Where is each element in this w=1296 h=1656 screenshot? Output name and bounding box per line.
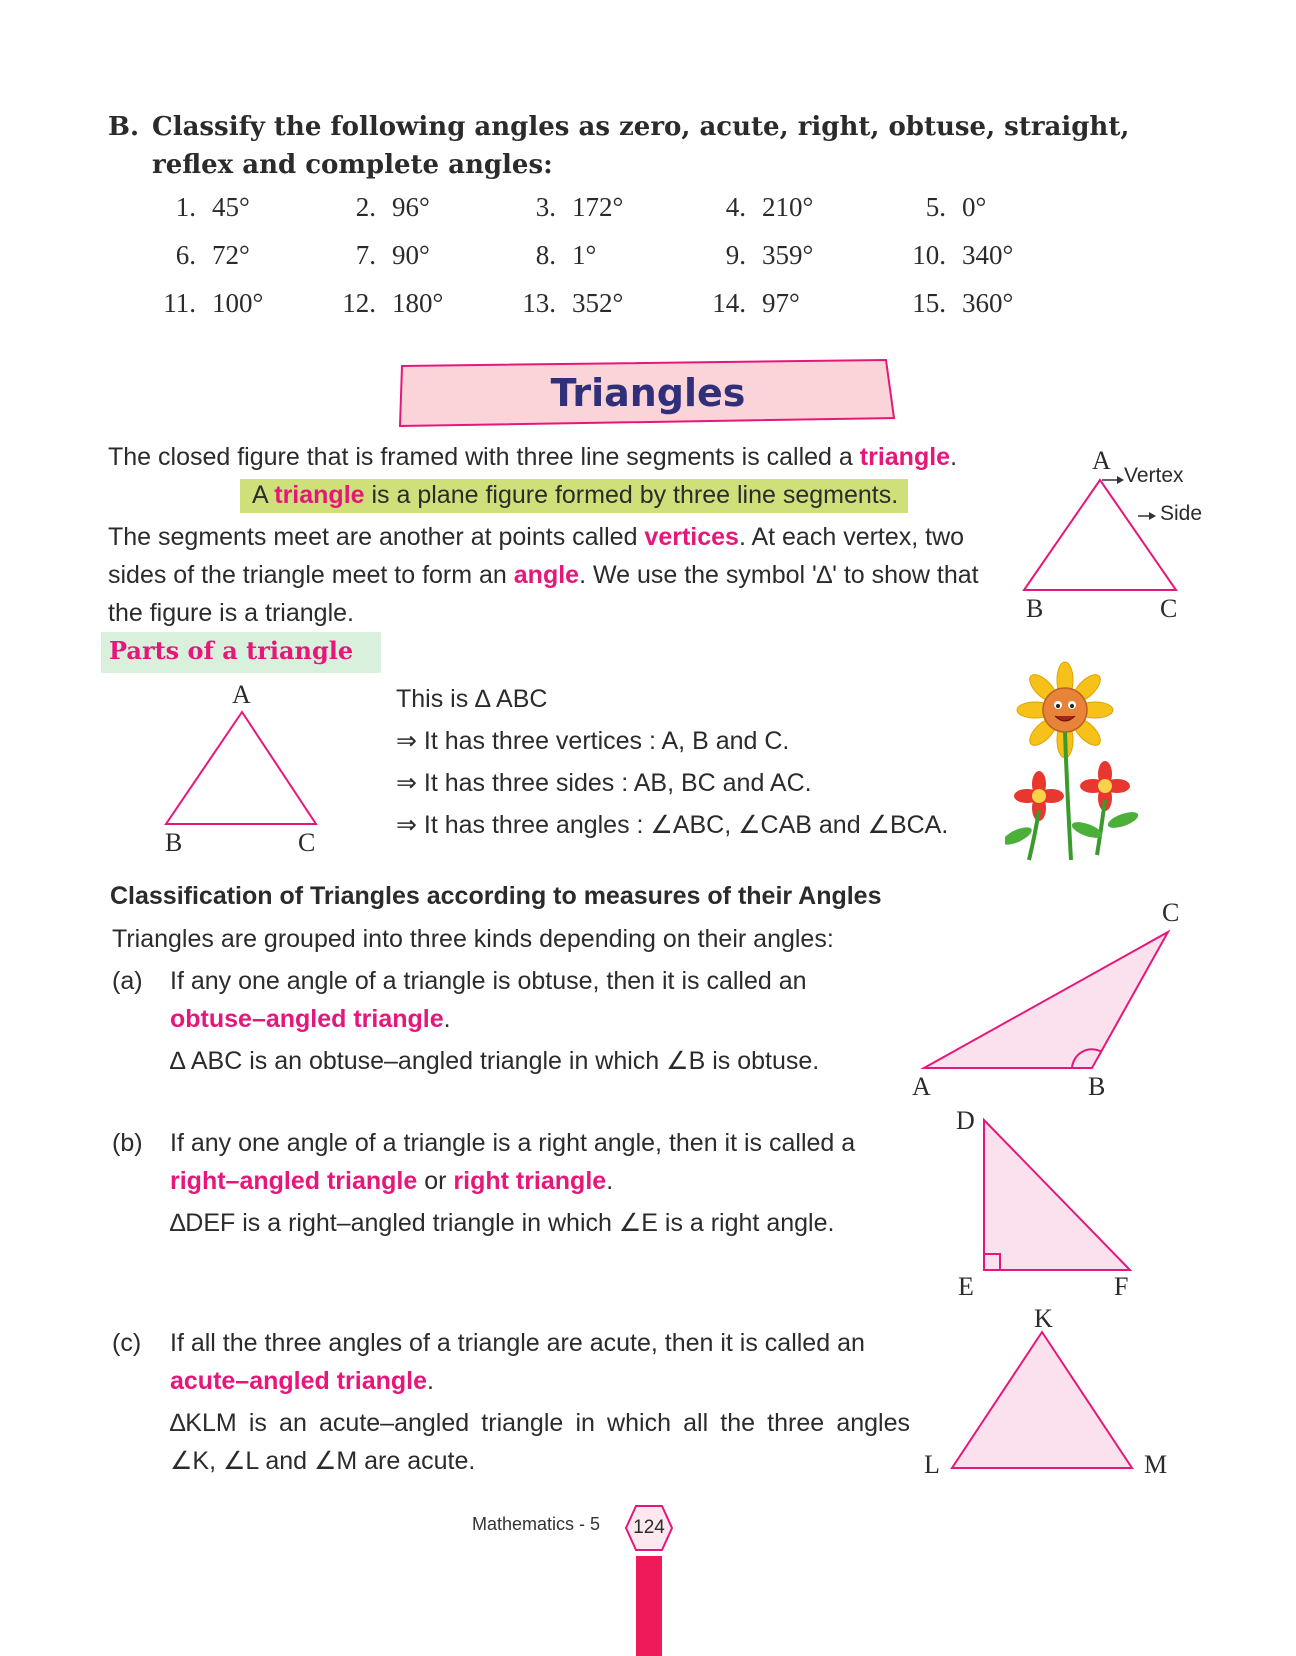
angle-item [890, 240, 1013, 271]
item-tag: (c) [112, 1329, 142, 1357]
angle-item [500, 288, 623, 319]
def-text-end: is a plane figure formed by three line segments. [364, 481, 899, 509]
angle-value: 172° [572, 192, 624, 222]
fig1-label-side: Side [1160, 502, 1203, 525]
angle-item [320, 192, 430, 223]
intro-line [108, 438, 1028, 476]
angle-number: 15. [912, 288, 946, 318]
item-text: If all the three angles of a triangle are acute, then it is called an [170, 1329, 865, 1357]
parts-label-c: C [298, 828, 316, 857]
fig1-label-a: A [1092, 446, 1111, 475]
angle-number: 9. [725, 240, 746, 270]
obtuse-label-b: B [1088, 1072, 1106, 1101]
term-triangle: triangle [859, 443, 951, 471]
acute-triangle-figure [950, 1326, 1140, 1476]
classification-heading: Classification of Triangles according to measures of their Angles [110, 882, 882, 910]
parts-line: ⇒ It has three sides : AB, BC and AC. [396, 769, 812, 797]
angle-value: 352° [572, 288, 624, 318]
def-text: A [252, 481, 275, 509]
angle-number: 8. [535, 240, 556, 270]
angle-value: 359° [762, 240, 814, 270]
item-text: If any one angle of a triangle is obtuse, then it is called an [170, 967, 807, 995]
angle-value: 340° [962, 240, 1014, 270]
angle-item [890, 288, 1013, 319]
right-label-f: F [1114, 1272, 1129, 1301]
item-example: ∆ ABC is an obtuse–angled triangle in which ∠B is obtuse. [170, 1047, 820, 1075]
angle-number: 14. [712, 288, 746, 318]
angle-item [690, 288, 800, 319]
angle-value: 45° [212, 192, 250, 222]
obtuse-label-a: A [912, 1072, 931, 1101]
red-flower-icon [1014, 761, 1130, 821]
term-angle: angle [513, 561, 580, 589]
obtuse-label-c: C [1162, 898, 1180, 927]
section-banner [398, 358, 898, 428]
banner-title: Triangles [550, 371, 746, 415]
item-right [112, 1124, 922, 1244]
angle-number: 2. [355, 192, 376, 222]
parts-label-a: A [232, 680, 251, 709]
angle-value: 90° [392, 240, 430, 270]
item-example: ∆DEF is a right–angled triangle in which ∠E is a right angle. [170, 1209, 835, 1237]
angle-item [140, 240, 250, 271]
angle-value: 97° [762, 288, 800, 318]
intro-text-end: . [950, 443, 958, 471]
parts-line: ⇒ It has three vertices : A, B and C. [396, 727, 790, 755]
angle-number: 10. [912, 240, 946, 270]
parts-heading [101, 636, 381, 665]
item-acute [112, 1324, 922, 1484]
classification-intro: Triangles are grouped into three kinds depending on their angles: [112, 925, 834, 953]
acute-label-l: L [924, 1450, 940, 1479]
angle-value: 100° [212, 288, 264, 318]
item-obtuse [112, 962, 922, 1082]
angle-value: 1° [572, 240, 597, 270]
angle-value: 0° [962, 192, 987, 222]
angle-value: 360° [962, 288, 1014, 318]
sunflower-illustration [1005, 660, 1155, 865]
angle-number: 13. [522, 288, 556, 318]
acute-label-k: K [1034, 1304, 1053, 1333]
obtuse-triangle-figure [920, 926, 1180, 1076]
angle-item [140, 288, 263, 319]
def-term: triangle [274, 481, 365, 509]
term-obtuse: obtuse–angled triangle. [170, 1005, 451, 1033]
angle-number: 5. [925, 192, 946, 222]
term-acute: acute–angled triangle. [170, 1367, 434, 1395]
parts-triangle-figure [160, 700, 330, 830]
angle-row [140, 240, 1140, 288]
angle-item [500, 192, 623, 223]
angle-value: 72° [212, 240, 250, 270]
intro-text: The closed figure that is framed with three line segments is called a [108, 443, 860, 471]
angle-row [140, 192, 1140, 240]
angle-number: 12. [342, 288, 376, 318]
fig1-label-b: B [1026, 594, 1044, 623]
term-right-line: right–angled triangle or right triangle. [170, 1167, 614, 1195]
item-tag: (b) [112, 1129, 143, 1157]
parts-line: This is ∆ ABC [396, 685, 548, 713]
parts-heading-text: Parts of a triangle [101, 632, 381, 673]
exercise-label: B. [108, 112, 140, 142]
leaf-icon [1005, 809, 1140, 848]
angle-item [690, 240, 813, 271]
definition-box [240, 476, 908, 514]
angle-number: 6. [175, 240, 196, 270]
fig1-label-c: C [1160, 594, 1178, 623]
angle-number: 3. [535, 192, 556, 222]
angle-value: 96° [392, 192, 430, 222]
p2-text-c: . We use the symbol '∆' to show that the figure is a triangle. [108, 561, 979, 627]
item-example: ∆KLM is an acute–angled triangle in which all the three angles ∠K, ∠L and ∠M are acute. [170, 1409, 910, 1475]
angle-list [140, 192, 1140, 336]
angle-item [320, 240, 430, 271]
right-label-d: D [956, 1106, 975, 1135]
angle-item [140, 192, 250, 223]
item-text: If any one angle of a triangle is a right angle, then it is called a [170, 1129, 856, 1157]
p2-text-a: The segments meet are another at points called [108, 523, 645, 551]
item-tag: (a) [112, 967, 143, 995]
parts-list [396, 678, 996, 846]
exercise-text: Classify the following angles as zero, acute, right, obtuse, straight, reflex and complete angles: [152, 112, 1130, 180]
vertices-paragraph [108, 518, 1018, 632]
angle-item [690, 192, 813, 223]
fig1-label-vertex: Vertex [1124, 464, 1184, 487]
page-tab [636, 1556, 662, 1656]
angle-number: 4. [725, 192, 746, 222]
angle-item [500, 240, 596, 271]
angle-value: 180° [392, 288, 444, 318]
angle-row [140, 288, 1140, 336]
parts-line: ⇒ It has three angles : ∠ABC, ∠CAB and ∠BCA. [396, 811, 949, 839]
angle-value: 210° [762, 192, 814, 222]
parts-label-b: B [165, 828, 183, 857]
angle-item [320, 288, 443, 319]
angle-number: 7. [355, 240, 376, 270]
right-label-e: E [958, 1272, 974, 1301]
p2-text-b: . At each vertex, two sides of the triangle meet to form an [108, 523, 965, 589]
right-triangle-figure [976, 1116, 1146, 1274]
footer-subject: Mathematics - 5 [472, 1514, 601, 1534]
angle-item [890, 192, 986, 223]
angle-number: 1. [175, 192, 196, 222]
page-number: 124 [633, 1517, 665, 1538]
term-vertices: vertices [644, 523, 739, 551]
angle-number: 11. [163, 288, 196, 318]
acute-label-m: M [1144, 1450, 1168, 1479]
